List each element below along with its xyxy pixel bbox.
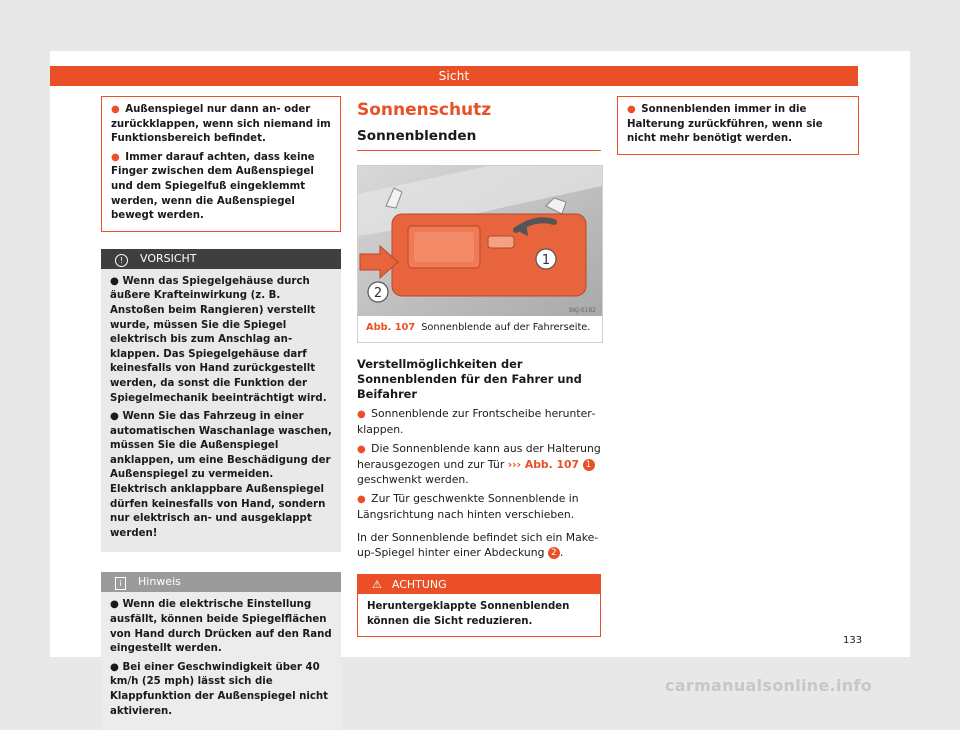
callout-badge: 2 [548, 547, 560, 559]
chapter-header: Sicht [50, 66, 858, 86]
caution-item: ● Wenn das Spiegelgehäuse durch äußere Krafteinwirkung (z. B. Anstoßen beim Rangieren) verstellt wurde, müssen Sie die Spiegel elektrisch bis zum Anschlag anklappen. Das Spiegelgehäuse darf keinesfalls von Hand zurückgestellt werden, da sonst die Funktion der Spiegelmechanik beeinträchtigt wird. [110, 275, 327, 404]
page-number: 133 [843, 635, 863, 646]
column-middle [357, 96, 601, 637]
note-header: i Hinweis [101, 572, 341, 592]
figure-label: Abb. 107 [366, 322, 416, 333]
note-box [101, 572, 341, 730]
note-item: ● Bei einer Geschwindigkeit über 40 km/h (25 mph) lässt sich die Klappfunktion der Außenspiegel nicht aktivieren. [110, 661, 329, 717]
exclamation-circle-icon: ! [115, 254, 128, 267]
sun-visor-drawing [358, 166, 602, 316]
warning-triangle-icon: ⚠ [372, 578, 382, 591]
bullet-icon: ● [627, 104, 636, 115]
warning-header: ⚠ ACHTUNG [358, 575, 600, 594]
caution-box [101, 249, 341, 553]
bullet-icon: ● [111, 104, 120, 115]
paragraph-heading: Verstellmöglichkeiten der Sonnenblenden für den Fahrer und Beifahrer [357, 357, 582, 401]
bullet-icon: ● [357, 494, 366, 505]
watermark: carmanualsonline.info [665, 676, 873, 695]
warning-item: ● Sonnenblenden immer in die Halterung zurückführen, wenn sie nicht mehr benötigt werden. [627, 104, 823, 145]
warning-item: ● Außenspiegel nur dann an- oder zurückklappen, wenn sich niemand im Funktionsbereich befindet. [111, 104, 331, 145]
body-text [357, 406, 601, 560]
figure-code: BKJ-0182 [568, 307, 596, 314]
caution-body [101, 269, 341, 553]
column-right [617, 96, 859, 155]
subsection-title: Sonnenblenden [357, 128, 601, 151]
warning-continuation-box [617, 96, 859, 155]
list-item: ● Zur Tür geschwenkte Sonnenblende in Längsrichtung nach hinten verschieben. [357, 492, 579, 521]
warning-body: Heruntergeklappte Sonnenblenden können die Sicht reduzieren. [367, 601, 570, 627]
caution-header: ! VORSICHT [101, 249, 341, 269]
info-icon: i [115, 577, 126, 590]
note-body [101, 592, 341, 730]
figure-caption: Abb. 107 Sonnenblende auf der Fahrerseite. [358, 316, 602, 342]
figure-callout-2: 2 [373, 286, 383, 301]
column-left [101, 96, 341, 730]
paragraph: In der Sonnenblende befindet sich ein Make-up-Spiegel hinter einer Abdeckung 2 . [357, 531, 599, 559]
list-item: ● Die Sonnenblende kann aus der Halterung herausgezogen und zur Tür ››› Abb. 107 1 geschwenkt werden. [357, 442, 601, 486]
sun-visor-illustration [358, 166, 602, 316]
figure-reference-link[interactable]: ››› Abb. 107 [507, 458, 580, 471]
bullet-icon: ● [357, 444, 366, 455]
callout-badge: 1 [583, 459, 595, 471]
warning-continuation-box [101, 96, 341, 232]
caution-item: ● Wenn Sie das Fahrzeug in einer automatischen Waschanlage waschen, müssen Sie die Außenspiegel anklappen, um eine Beschädigung der Außenspiegel zu vermeiden. Elektrisch anklappbare Außenspiegel dürfen keinesfalls von Hand, sondern nur elektrisch an- und ausgeklappt werden! [110, 411, 332, 539]
warning-box [357, 574, 601, 637]
list-item: ● Sonnenblende zur Frontscheibe herunterklappen. [357, 407, 596, 436]
note-item: ● Wenn die elektrische Einstellung ausfällt, können beide Spiegelflächen von Hand durch Drücken auf den Rand eingestellt werden. [110, 599, 332, 655]
figure-callout-1: 1 [541, 253, 551, 268]
section-title: Sonnenschutz [357, 100, 492, 120]
figure-sun-visor [357, 165, 603, 343]
bullet-icon: ● [111, 151, 120, 163]
bullet-icon: ● [357, 409, 366, 420]
warning-item: ● Immer darauf achten, dass keine Finger zwischen dem Außenspiegel und dem Spiegelfuß eingeklemmt werden, wenn die Außenspiegel bewegt werden. [111, 151, 315, 222]
